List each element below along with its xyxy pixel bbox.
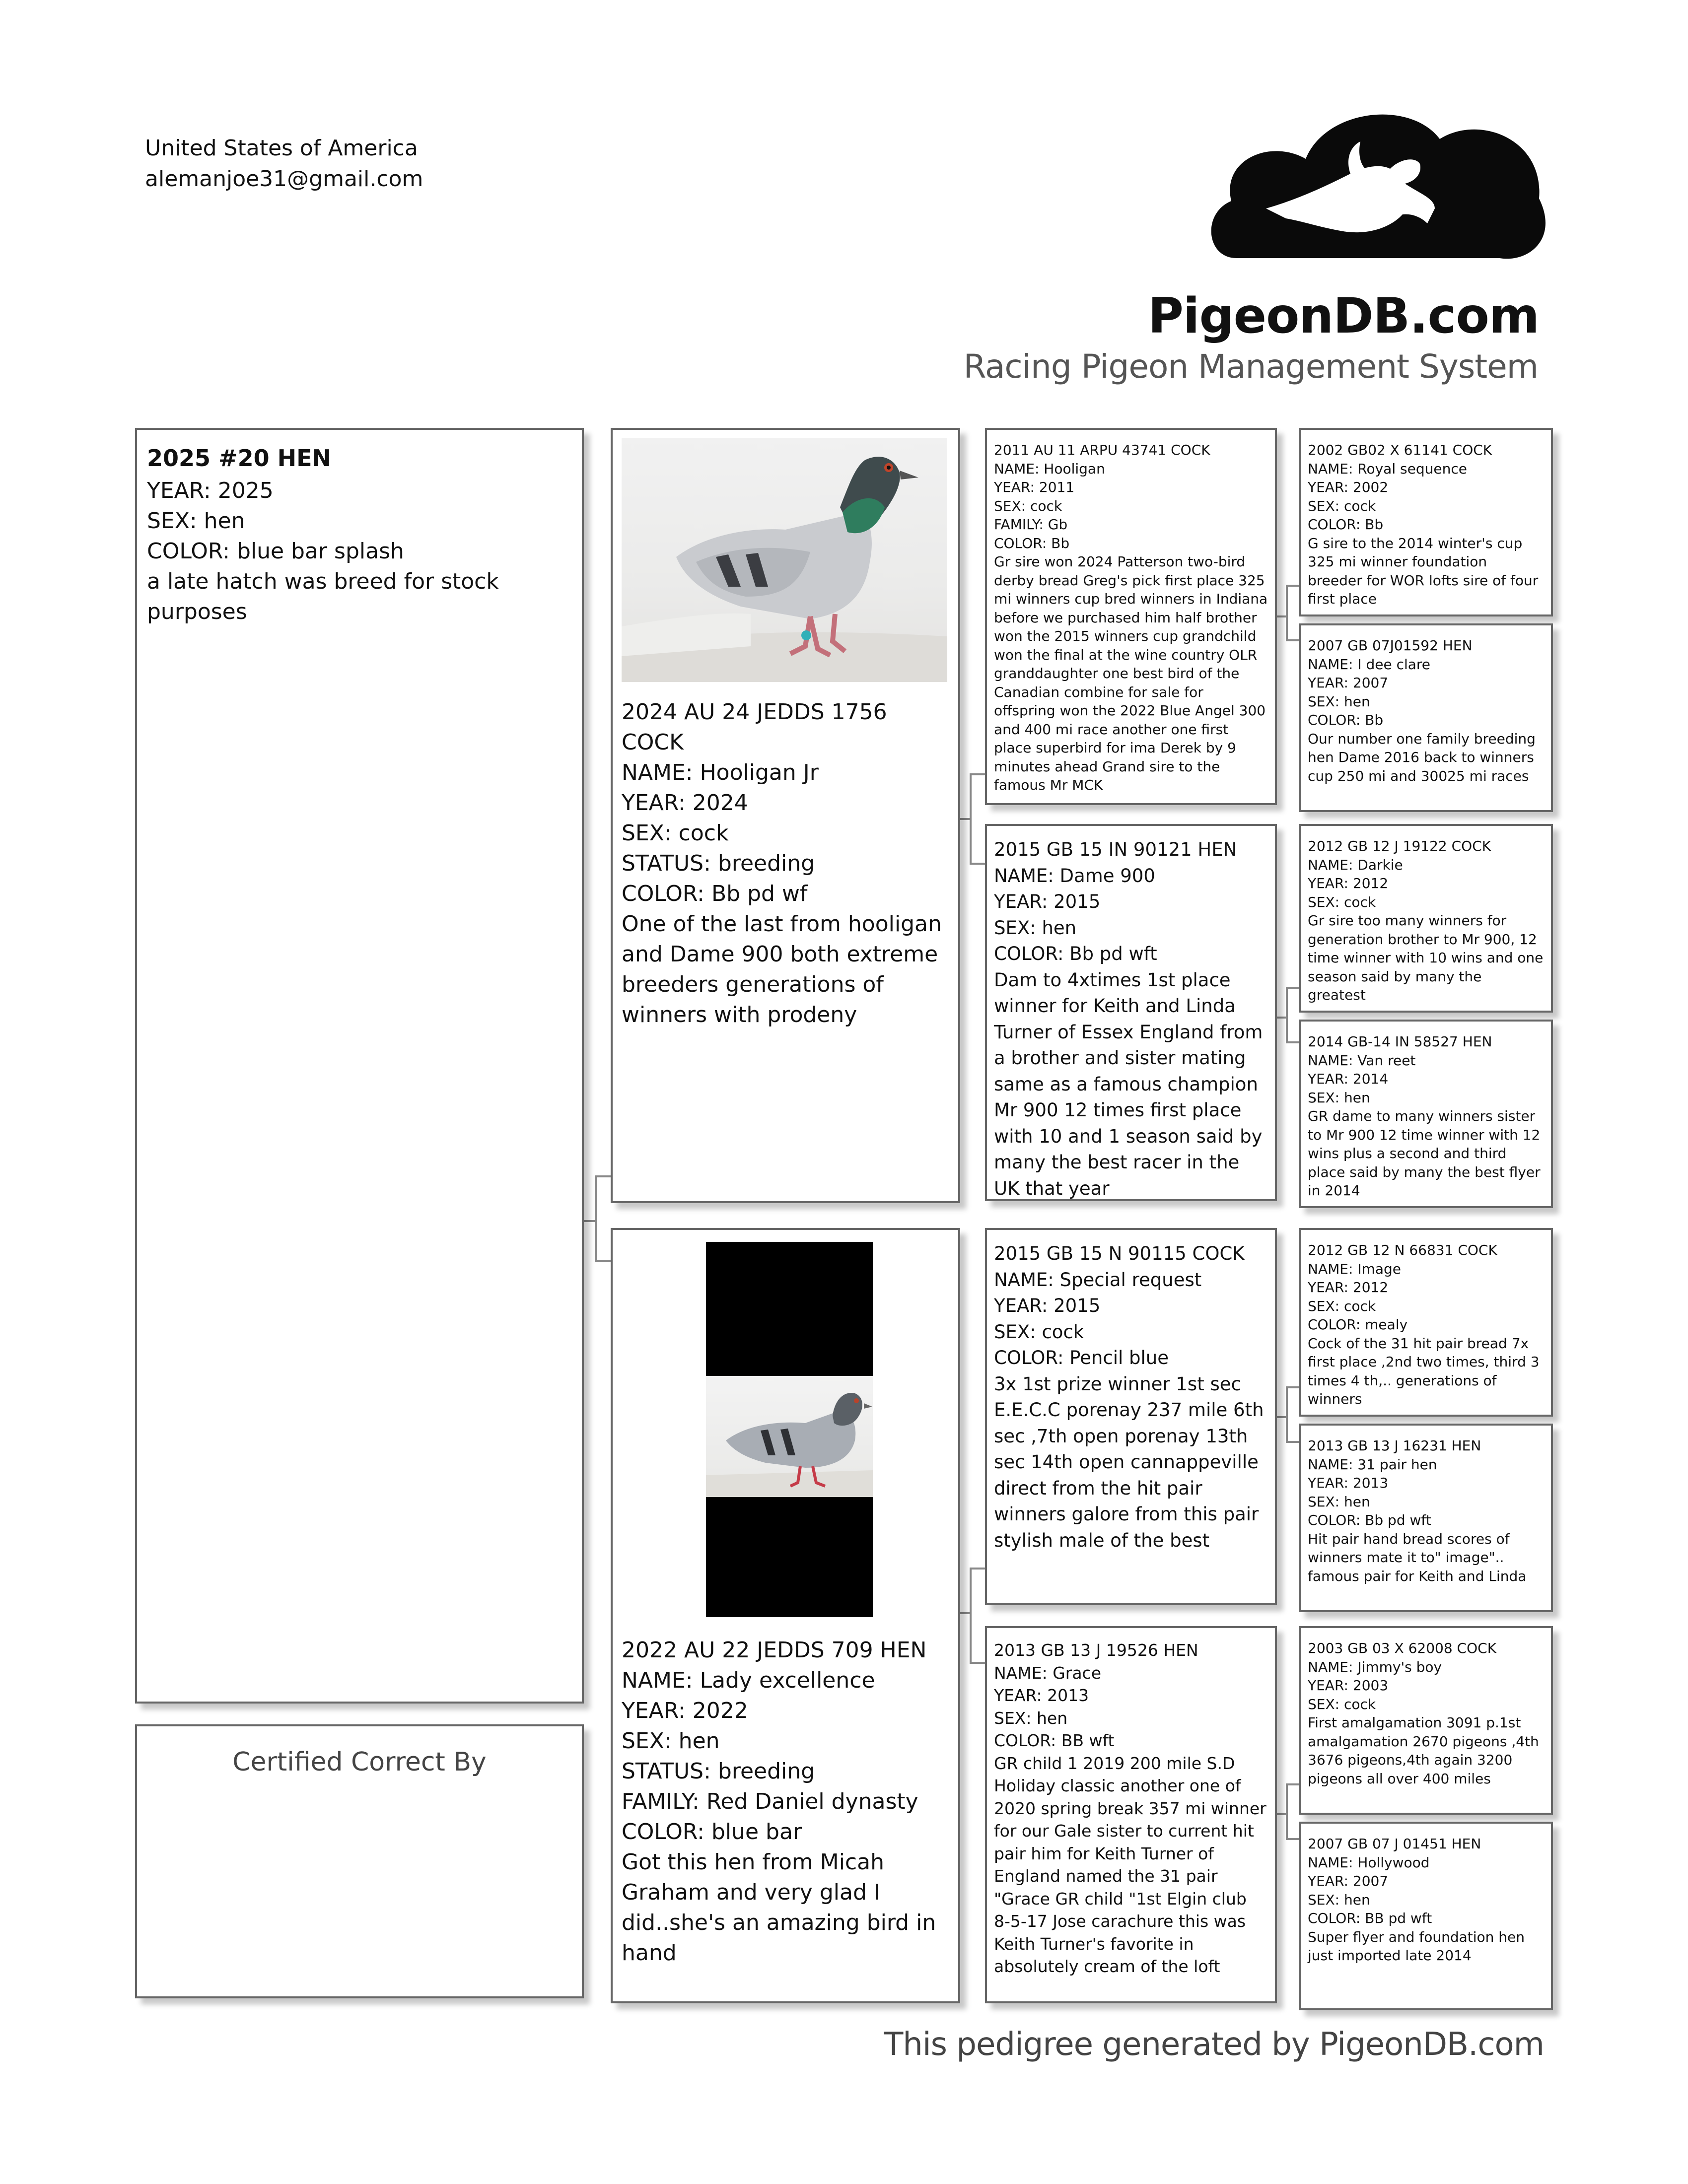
gp-name: NAME: Grace (994, 1663, 1101, 1683)
great-grandparent-card-8 (1299, 1822, 1553, 2010)
ggp-color: COLOR: BB pd wft (1308, 1910, 1432, 1926)
great-grandparent-card-2 (1299, 623, 1553, 812)
ggp-sex: SEX: cock (1308, 1696, 1376, 1712)
owner-email[interactable]: alemanjoe31@gmail.com (145, 166, 423, 192)
gp-year: YEAR: 2011 (994, 479, 1075, 495)
ggp-id: 2007 GB 07 J 01451 HEN (1308, 1836, 1481, 1852)
gp-name: NAME: Special request (994, 1269, 1202, 1291)
ggp-notes: Cock of the 31 hit pair bread 7x first place ,2nd two times, third 3 times 4 th,.. generations of winners (1308, 1335, 1540, 1407)
ggp-year: YEAR: 2007 (1308, 675, 1389, 691)
dam-status: STATUS: breeding (622, 1759, 815, 1784)
ggp-year: YEAR: 2002 (1308, 479, 1389, 495)
subject-card (135, 428, 584, 1704)
sire-photo (622, 438, 947, 682)
ggp-year: YEAR: 2014 (1308, 1071, 1389, 1087)
ggp-sex: SEX: hen (1308, 1089, 1370, 1106)
sire-year: YEAR: 2024 (622, 790, 748, 816)
ggp-notes: GR dame to many winners sister to Mr 900 12 time winner with 12 wins plus a second and third place said by many the best flyer in 2014 (1308, 1108, 1541, 1199)
gp-name: NAME: Dame 900 (994, 865, 1155, 887)
dam-photo (622, 1238, 949, 1613)
gp-year: YEAR: 2013 (994, 1686, 1089, 1705)
dam-id: 2022 AU 22 JEDDS 709 HEN (622, 1638, 927, 1663)
gp-family: FAMILY: Gb (994, 516, 1068, 533)
grandparent-card-dam-dam (985, 1626, 1277, 2003)
gp-notes: GR child 1 2019 200 mile S.D Holiday classic another one of 2020 spring break 357 mi winner for our Gale sister to current hit pair him for Keith Turner of England named the 31 pair "Grace GR child "1st Elgin club 8-5-17 Jose carachure this was Keith Turner's favorite in absolutely cream of the loft (994, 1753, 1266, 1976)
ggp-id: 2012 GB 12 J 19122 COCK (1308, 838, 1491, 854)
great-grandparent-card-5 (1299, 1228, 1553, 1417)
sire-card (611, 428, 960, 1203)
ggp-sex: SEX: hen (1308, 1493, 1370, 1510)
ggp-name: NAME: I dee clare (1308, 656, 1431, 673)
footer-credit: This pedigree generated by PigeonDB.com (884, 2026, 1544, 2063)
gp-notes: Dam to 4xtimes 1st place winner for Keith and Linda Turner of Essex England from a brother and sister mating same as a famous champion Mr 900 12 times first place with 10 and 1 season said by many the best racer in the UK that year (994, 969, 1263, 1199)
dam-color: COLOR: blue bar (622, 1819, 802, 1844)
subject-title: 2025 #20 HEN (147, 445, 332, 472)
gp-color: COLOR: Bb pd wft (994, 943, 1157, 964)
gp-notes: Gr sire won 2024 Patterson two-bird derby bread Greg's pick first place 325 mi winners cup bred winners in Indiana before we purchased him half brother won the 2015 winners cup grandchild won the final at the wine country OLR granddaughter one best bird of the Canadian combine for sale for offspring won the 2022 Blue Angel 300 and 400 mi race another one first place superbird for ima Derek by 9 minutes ahead Grand sire to the famous Mr MCK (994, 553, 1268, 793)
gp-sex: SEX: hen (994, 917, 1077, 939)
logo-subtitle: Racing Pigeon Management System (963, 347, 1538, 386)
dam-sex: SEX: hen (622, 1728, 720, 1754)
sire-color: COLOR: Bb pd wf (622, 881, 808, 906)
gp-color: COLOR: Pencil blue (994, 1347, 1169, 1368)
gp-id: 2011 AU 11 ARPU 43741 COCK (994, 442, 1210, 458)
ggp-id: 2003 GB 03 X 62008 COCK (1308, 1640, 1497, 1656)
dam-card (611, 1228, 960, 2003)
pigeon-photo-icon (622, 438, 947, 682)
gp-id: 2015 GB 15 N 90115 COCK (994, 1243, 1245, 1264)
ggp-year: YEAR: 2003 (1308, 1677, 1389, 1694)
ggp-name: NAME: 31 pair hen (1308, 1456, 1437, 1473)
ggp-sex: SEX: cock (1308, 1297, 1376, 1314)
ggp-notes: G sire to the 2014 winter's cup 325 mi winner foundation breeder for WOR lofts sire of four first place (1308, 535, 1539, 607)
ggp-id: 2014 GB-14 IN 58527 HEN (1308, 1033, 1492, 1050)
ggp-year: YEAR: 2012 (1308, 1279, 1389, 1296)
sire-sex: SEX: cock (622, 820, 729, 846)
subject-sex: SEX: hen (147, 508, 245, 534)
gp-sex: SEX: cock (994, 1321, 1084, 1343)
ggp-color: COLOR: mealy (1308, 1316, 1408, 1333)
dam-name: NAME: Lady excellence (622, 1668, 875, 1693)
logo-title: PigeonDB.com (1148, 288, 1539, 344)
ggp-year: YEAR: 2013 (1308, 1475, 1389, 1491)
ggp-notes: Super flyer and foundation hen just imported late 2014 (1308, 1928, 1525, 1964)
sire-notes: One of the last from hooligan and Dame 900 both extreme breeders generations of winners with prodeny (622, 911, 942, 1027)
sire-status: STATUS: breeding (622, 851, 815, 876)
owner-country: United States of America (145, 136, 418, 161)
gp-sex: SEX: hen (994, 1708, 1068, 1728)
subject-notes: a late hatch was breed for stock purposes (147, 569, 499, 624)
ggp-id: 2013 GB 13 J 16231 HEN (1308, 1437, 1481, 1454)
ggp-name: NAME: Image (1308, 1260, 1401, 1277)
dam-year: YEAR: 2022 (622, 1698, 748, 1723)
gp-sex: SEX: cock (994, 497, 1062, 514)
grandparent-card-dam-sire (985, 1228, 1277, 1605)
gp-color: COLOR: Bb (994, 535, 1070, 551)
great-grandparent-card-7 (1299, 1626, 1553, 1815)
sire-name: NAME: Hooligan Jr (622, 760, 819, 785)
gp-id: 2015 GB 15 IN 90121 HEN (994, 839, 1237, 860)
ggp-id: 2007 GB 07J01592 HEN (1308, 637, 1473, 654)
ggp-name: NAME: Royal sequence (1308, 460, 1467, 477)
gp-year: YEAR: 2015 (994, 1295, 1101, 1316)
pigeon-photo-icon (706, 1376, 873, 1497)
ggp-notes: First amalgamation 3091 p.1st amalgamation 2670 pigeons ,4th 3676 pigeons,4th again 3200 pigeons all over 400 miles (1308, 1714, 1539, 1787)
dam-family: FAMILY: Red Daniel dynasty (622, 1789, 918, 1814)
great-grandparent-card-3 (1299, 824, 1553, 1013)
ggp-color: COLOR: Bb pd wft (1308, 1512, 1431, 1528)
ggp-name: NAME: Hollywood (1308, 1854, 1430, 1871)
ggp-notes: Gr sire too many winners for generation brother to Mr 900, 12 time winner with 10 wins and one season said by many the greatest (1308, 912, 1544, 1003)
ggp-year: YEAR: 2012 (1308, 875, 1389, 891)
ggp-year: YEAR: 2007 (1308, 1873, 1389, 1889)
great-grandparent-card-1 (1299, 428, 1553, 616)
certification-label: Certified Correct By (232, 1747, 487, 1777)
ggp-color: COLOR: Bb (1308, 516, 1384, 533)
phone-screenshot (706, 1242, 873, 1617)
ggp-sex: SEX: hen (1308, 1891, 1370, 1908)
gp-name: NAME: Hooligan (994, 460, 1105, 477)
ggp-sex: SEX: cock (1308, 893, 1376, 910)
ggp-id: 2012 GB 12 N 66831 COCK (1308, 1242, 1497, 1258)
subject-year: YEAR: 2025 (147, 478, 274, 503)
gp-year: YEAR: 2015 (994, 891, 1101, 912)
ggp-name: NAME: Van reet (1308, 1052, 1416, 1069)
dam-notes: Got this hen from Micah Graham and very glad I did..she's an amazing bird in hand (622, 1849, 936, 1966)
ggp-id: 2002 GB02 X 61141 COCK (1308, 442, 1492, 458)
ggp-sex: SEX: hen (1308, 693, 1370, 710)
grandparent-card-sire-dam (985, 824, 1277, 1201)
grandparent-card-sire-sire (985, 428, 1277, 805)
sire-id: 2024 AU 24 JEDDS 1756 COCK (622, 699, 887, 755)
gp-id: 2013 GB 13 J 19526 HEN (994, 1640, 1198, 1660)
ggp-notes: Hit pair hand bread scores of winners mate it to" image".. famous pair for Keith and Linda (1308, 1530, 1527, 1584)
great-grandparent-card-6 (1299, 1424, 1553, 1612)
ggp-notes: Our number one family breeding hen Dame 2016 back to winners cup 250 mi and 30025 mi races (1308, 730, 1536, 784)
gp-color: COLOR: BB wft (994, 1731, 1115, 1750)
ggp-color: COLOR: Bb (1308, 712, 1384, 728)
subject-color: COLOR: blue bar splash (147, 539, 404, 564)
great-grandparent-card-4 (1299, 1020, 1553, 1208)
ggp-sex: SEX: cock (1308, 497, 1376, 514)
dam-pigeon-image (706, 1376, 873, 1497)
ggp-name: NAME: Darkie (1308, 856, 1403, 873)
gp-notes: 3x 1st prize winner 1st sec E.E.C.C porenay 237 mile 6th sec ,7th open porenay 13th sec 14th open cannappeville direct from the hit pair winners galore from this pair stylish male of the best (994, 1373, 1264, 1551)
ggp-name: NAME: Jimmy's boy (1308, 1658, 1442, 1675)
certification-box (135, 1724, 584, 1998)
